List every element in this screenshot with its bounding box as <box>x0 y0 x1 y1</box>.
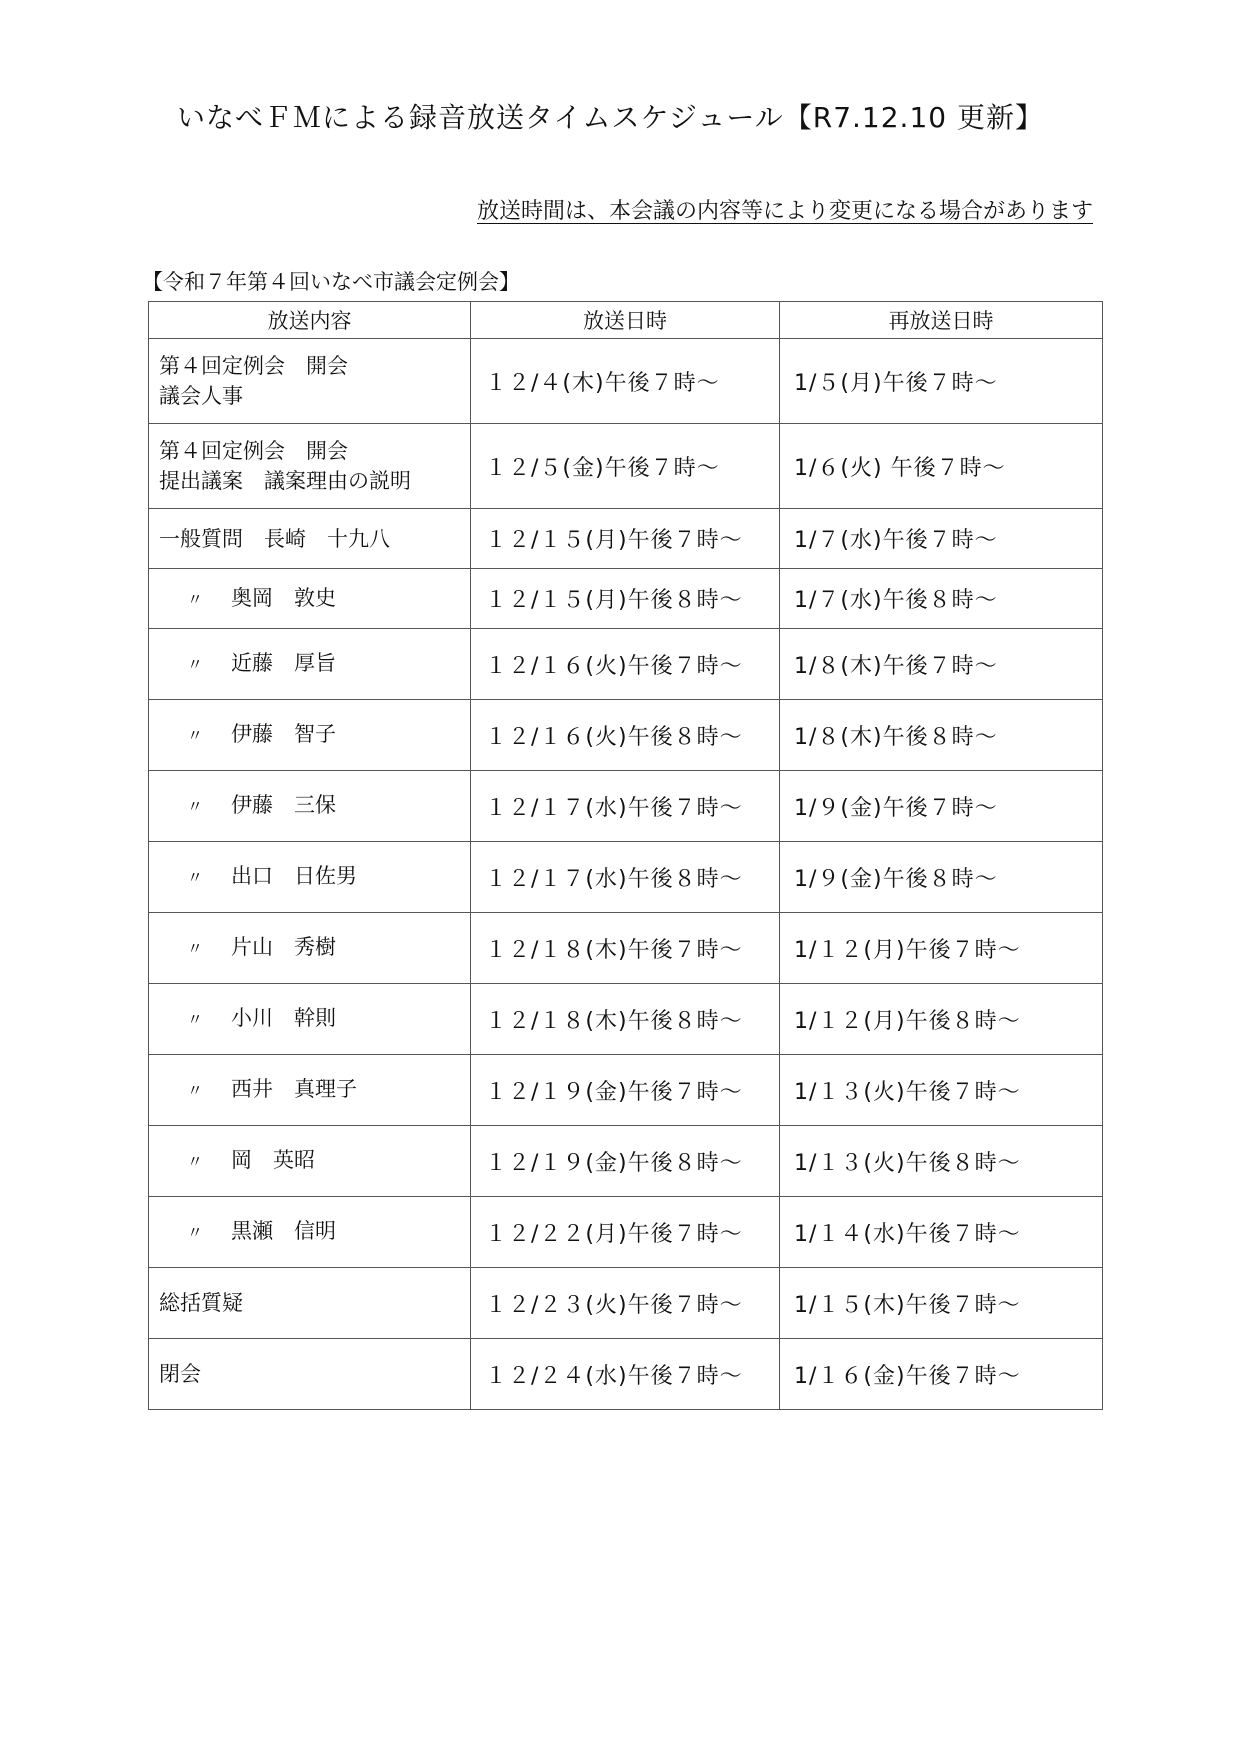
rebroadcast-cell: 1/１４(水)午後７時～ <box>780 1197 1103 1268</box>
rebroadcast-cell: 1/１３(火)午後８時～ <box>780 1126 1103 1197</box>
rebroadcast-cell: 1/８(木)午後８時～ <box>780 700 1103 771</box>
table-row <box>149 1197 1103 1268</box>
table-row <box>149 1126 1103 1197</box>
content-line: 一般質問 長崎 十九八 <box>159 526 390 551</box>
table-header-row <box>149 302 1103 339</box>
rebroadcast-cell: 1/６(火) 午後７時～ <box>780 424 1103 509</box>
table-row <box>149 569 1103 629</box>
broadcast-cell: １２/１７(水)午後７時～ <box>471 771 780 842</box>
rebroadcast-cell: 1/５(月)午後７時～ <box>780 339 1103 424</box>
speaker-name: 伊藤 智子 <box>231 722 336 746</box>
speaker-name: 伊藤 三保 <box>231 793 336 817</box>
content-cell <box>149 424 471 509</box>
speaker-name: 岡 英昭 <box>231 1148 315 1172</box>
broadcast-cell: １２/４(木)午後７時～ <box>471 339 780 424</box>
content-cell <box>149 1339 471 1410</box>
table-row <box>149 339 1103 424</box>
content-cell <box>149 1268 471 1339</box>
content-cell <box>149 771 471 842</box>
rebroadcast-cell: 1/７(水)午後８時～ <box>780 569 1103 629</box>
header-broadcast-datetime: 放送日時 <box>471 302 780 339</box>
table-row <box>149 700 1103 771</box>
rebroadcast-cell: 1/１５(木)午後７時～ <box>780 1268 1103 1339</box>
table-row <box>149 509 1103 569</box>
ditto-mark: 〃 <box>187 589 204 609</box>
ditto-mark: 〃 <box>187 726 204 745</box>
table-row <box>149 629 1103 700</box>
ditto-mark: 〃 <box>187 655 204 674</box>
content-cell <box>149 842 471 913</box>
content-cell <box>149 700 471 771</box>
broadcast-cell: １２/２４(水)午後７時～ <box>471 1339 780 1410</box>
broadcast-cell: １２/１７(水)午後８時～ <box>471 842 780 913</box>
table-row <box>149 1055 1103 1126</box>
content-cell <box>149 1055 471 1126</box>
content-line: 総括質疑 <box>159 1291 243 1315</box>
ditto-mark: 〃 <box>187 1010 204 1029</box>
speaker-name: 奥岡 敦史 <box>231 585 336 610</box>
content-cell <box>149 1126 471 1197</box>
rebroadcast-cell: 1/１６(金)午後７時～ <box>780 1339 1103 1410</box>
content-cell <box>149 913 471 984</box>
content-line: 閉会 <box>159 1362 201 1386</box>
table-row <box>149 913 1103 984</box>
ditto-mark: 〃 <box>187 1152 204 1171</box>
ditto-mark: 〃 <box>187 1223 204 1242</box>
header-rebroadcast-datetime: 再放送日時 <box>780 302 1103 339</box>
broadcast-cell: １２/１９(金)午後７時～ <box>471 1055 780 1126</box>
broadcast-cell: １２/１６(火)午後７時～ <box>471 629 780 700</box>
header-content: 放送内容 <box>149 302 471 339</box>
speaker-name: 小川 幹則 <box>231 1006 336 1030</box>
broadcast-cell: １２/１５(月)午後８時～ <box>471 569 780 629</box>
table-row <box>149 424 1103 509</box>
table-row <box>149 771 1103 842</box>
section-heading: 【令和７年第４回いなべ市議会定例会】 <box>142 270 520 294</box>
table-row <box>149 842 1103 913</box>
speaker-name: 西井 真理子 <box>231 1077 357 1101</box>
broadcast-cell: １２/１８(木)午後８時～ <box>471 984 780 1055</box>
table-row <box>149 1339 1103 1410</box>
broadcast-cell: １２/２３(火)午後７時～ <box>471 1268 780 1339</box>
broadcast-cell: １２/２２(月)午後７時～ <box>471 1197 780 1268</box>
rebroadcast-cell: 1/１３(火)午後７時～ <box>780 1055 1103 1126</box>
ditto-mark: 〃 <box>187 1081 204 1100</box>
broadcast-schedule-table <box>148 301 1103 1410</box>
content-cell <box>149 1197 471 1268</box>
speaker-name: 出口 日佐男 <box>231 864 357 888</box>
table-row <box>149 1268 1103 1339</box>
ditto-mark: 〃 <box>187 868 204 887</box>
rebroadcast-cell: 1/９(金)午後８時～ <box>780 842 1103 913</box>
content-cell <box>149 629 471 700</box>
content-line: 提出議案 議案理由の説明 <box>159 469 411 493</box>
speaker-name: 黒瀬 信明 <box>231 1219 336 1243</box>
broadcast-cell: １２/５(金)午後７時～ <box>471 424 780 509</box>
content-cell <box>149 339 471 424</box>
content-line: 第４回定例会 開会 <box>159 439 348 463</box>
schedule-change-note: 放送時間は、本会議の内容等により変更になる場合があります <box>476 199 1093 224</box>
content-line: 議会人事 <box>159 384 243 408</box>
content-cell <box>149 569 471 629</box>
rebroadcast-cell: 1/８(木)午後７時～ <box>780 629 1103 700</box>
rebroadcast-cell: 1/７(水)午後７時～ <box>780 509 1103 569</box>
rebroadcast-cell: 1/９(金)午後７時～ <box>780 771 1103 842</box>
content-cell <box>149 984 471 1055</box>
content-line: 第４回定例会 開会 <box>159 354 348 378</box>
broadcast-cell: １２/１６(火)午後８時～ <box>471 700 780 771</box>
content-cell <box>149 509 471 569</box>
ditto-mark: 〃 <box>187 797 204 816</box>
rebroadcast-cell: 1/１２(月)午後８時～ <box>780 984 1103 1055</box>
table-row <box>149 984 1103 1055</box>
speaker-name: 近藤 厚旨 <box>231 651 336 675</box>
rebroadcast-cell: 1/１２(月)午後７時～ <box>780 913 1103 984</box>
ditto-mark: 〃 <box>187 939 204 958</box>
broadcast-cell: １２/１９(金)午後８時～ <box>471 1126 780 1197</box>
broadcast-cell: １２/１５(月)午後７時～ <box>471 509 780 569</box>
speaker-name: 片山 秀樹 <box>231 935 336 959</box>
broadcast-cell: １２/１８(木)午後７時～ <box>471 913 780 984</box>
page-title: いなべＦＭによる録音放送タイムスケジュール【R7.12.10 更新】 <box>177 101 1044 134</box>
